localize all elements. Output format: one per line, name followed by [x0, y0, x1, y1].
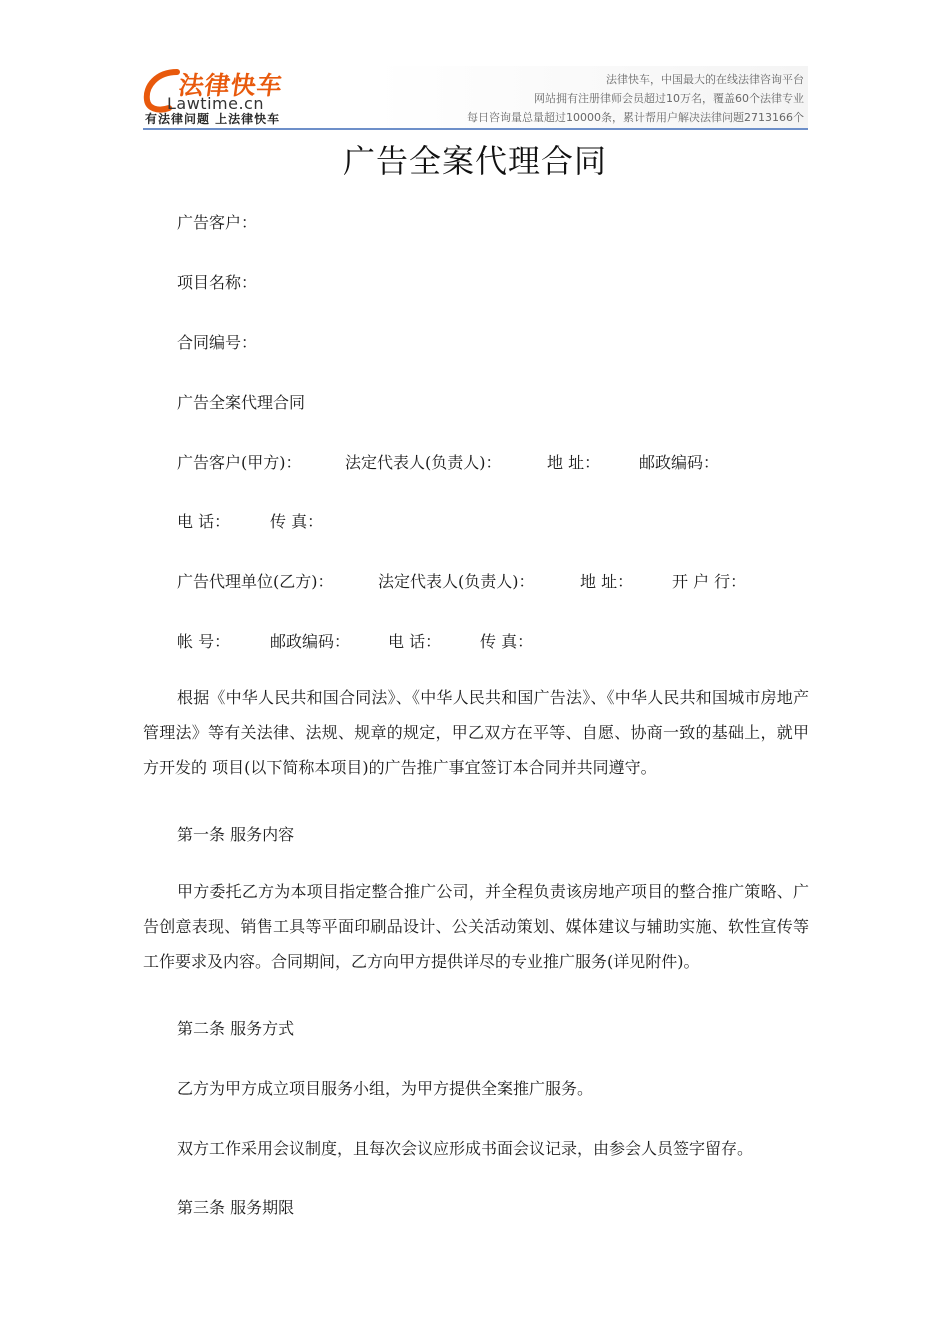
- banner-line-2: 网站拥有注册律师会员超过10万名，覆盖60个法律专业: [534, 92, 804, 105]
- party-b-label: 广告代理单位(乙方)：: [177, 572, 334, 591]
- contract-number-label: 合同编号：: [177, 333, 258, 352]
- party-b-address: 地 址：: [580, 572, 634, 591]
- article-1-heading: 第一条 服务内容: [177, 825, 295, 844]
- article-2-text-1: 乙方为甲方成立项目服务小组，为甲方提供全案推广服务。: [177, 1079, 594, 1098]
- client-label: 广告客户：: [177, 213, 258, 232]
- article-2-heading: 第二条 服务方式: [177, 1019, 295, 1038]
- party-b-postcode: 邮政编码：: [270, 632, 351, 651]
- party-a-phone: 电 话：: [177, 512, 231, 531]
- document-title: 广告全案代理合同: [342, 142, 607, 181]
- party-a-postcode: 邮政编码：: [639, 453, 720, 472]
- intro-paragraph: 根据《中华人民共和国合同法》、《中华人民共和国广告法》、《中华人民共和国城市房地产管理法》等有关法律、法规、规章的规定，甲乙双方在平等、自愿、协商一致的基础上，就甲方开发的 项目(以下简称本项目)的广告推广事宜签订本合同并共同遵守。: [143, 688, 809, 777]
- article-3-heading: 第三条 服务期限: [177, 1198, 295, 1217]
- logo-english-text: Lawtime.cn: [167, 94, 264, 113]
- party-a-label: 广告客户(甲方)：: [177, 453, 302, 472]
- article-1-text: 甲方委托乙方为本项目指定整合推广公司，并全程负责该房地产项目的整合推广策略、广告创意表现、销售工具等平面印刷品设计、公关活动策划、媒体建议与辅助实施、软性宣传等工作要求及内容。合同期间，乙方向甲方提供详尽的专业推广服务(详见附件)。: [143, 882, 809, 971]
- party-a-fax: 传 真：: [270, 512, 324, 531]
- logo-chinese-text: 法律快车: [176, 71, 285, 100]
- article-2-text-2: 双方工作采用会议制度，且每次会议应形成书面会议记录，由参会人员签字留存。: [177, 1139, 754, 1158]
- party-a-rep: 法定代表人(负责人)：: [345, 453, 502, 472]
- banner-line-1: 法律快车，中国最大的在线法律咨询平台: [606, 73, 804, 86]
- contract-subtitle: 广告全案代理合同: [177, 393, 306, 412]
- logo-slogan: 有法律问题 上法律快车: [145, 112, 281, 126]
- party-b-phone: 电 话：: [388, 632, 442, 651]
- party-b-account: 帐 号：: [177, 632, 231, 651]
- party-b-bank: 开 户 行：: [672, 572, 747, 591]
- lawtime-logo[interactable]: [143, 66, 313, 126]
- party-b-fax: 传 真：: [480, 632, 534, 651]
- lawtime-banner: [143, 66, 808, 130]
- banner-line-3: 每日咨询量总量超过10000条，累计帮用户解决法律问题2713166个: [467, 111, 804, 124]
- party-a-address: 地 址：: [547, 453, 601, 472]
- party-b-rep: 法定代表人(负责人)：: [378, 572, 535, 591]
- project-label: 项目名称：: [177, 273, 258, 292]
- banner-description: [467, 70, 804, 127]
